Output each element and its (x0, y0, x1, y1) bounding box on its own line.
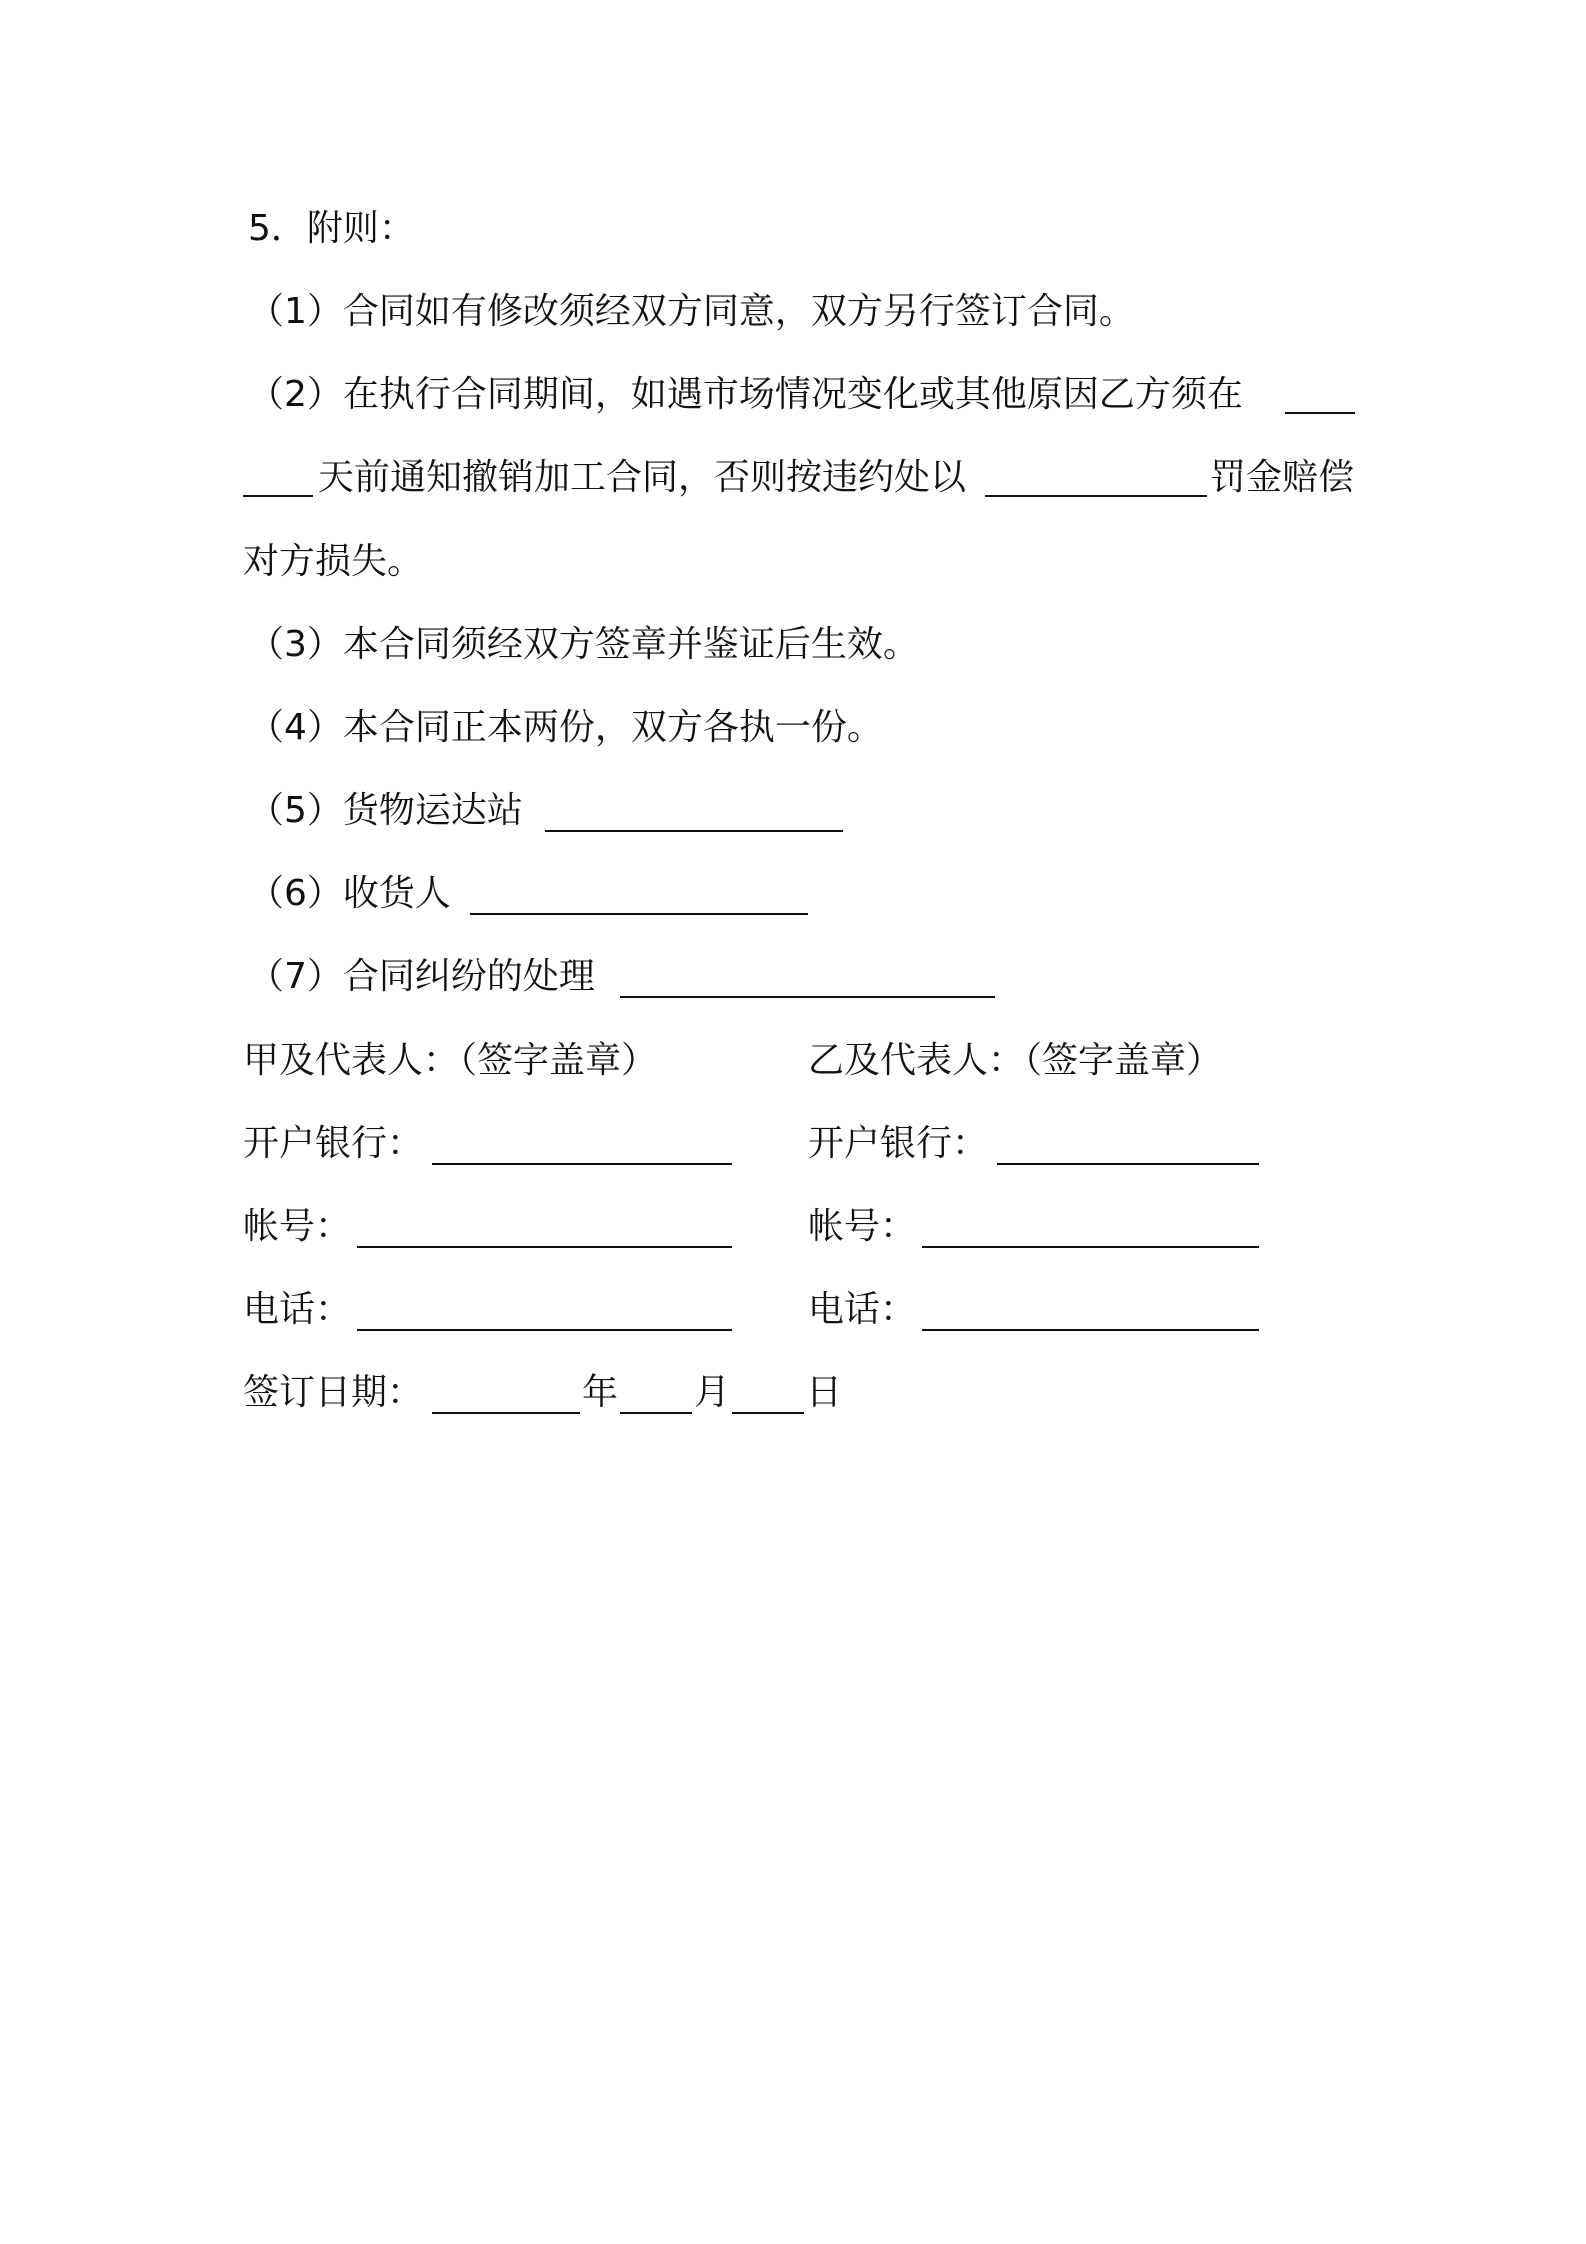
clause-2-penalty-blank (985, 495, 1207, 497)
party-a-phone-blank (357, 1329, 732, 1331)
party-b-phone-label: 电话： (808, 1289, 917, 1330)
destination-station-blank (545, 830, 843, 832)
clause-2-days-blank-b (243, 495, 313, 497)
party-a-bank-blank (432, 1163, 732, 1165)
party-b-bank-label: 开户银行： (808, 1123, 989, 1164)
signing-month-label: 月 (694, 1372, 731, 1413)
clause-1: （1）合同如有修改须经双方同意，双方另行签订合同。 (248, 291, 1135, 332)
dispute-handling-blank (620, 996, 995, 998)
party-b-account-label: 帐号： (808, 1206, 917, 1247)
signing-year-blank (432, 1412, 580, 1414)
party-b-representative: 乙及代表人：（签字盖章） (808, 1040, 1223, 1081)
party-b-bank-blank (997, 1163, 1259, 1165)
clause-2-line-2: 天前通知撤销加工合同，否则按违约处以 (318, 457, 967, 498)
clause-7-label: （7）合同纠纷的处理 (248, 956, 595, 997)
clause-2-line-3: 对方损失。 (243, 541, 424, 582)
consignee-blank (470, 913, 808, 915)
party-a-representative: 甲及代表人：（签字盖章） (243, 1040, 658, 1081)
clause-3: （3）本合同须经双方签章并鉴证后生效。 (248, 624, 919, 665)
party-a-account-label: 帐号： (243, 1206, 352, 1247)
clause-4: （4）本合同正本两份，双方各执一份。 (248, 707, 883, 748)
signing-day-label: 日 (806, 1372, 843, 1413)
party-b-account-blank (922, 1246, 1259, 1248)
signing-day-blank (732, 1412, 804, 1414)
party-a-bank-label: 开户银行： (243, 1123, 424, 1164)
signing-year-label: 年 (582, 1372, 619, 1413)
clause-2-line-1: （2）在执行合同期间，如遇市场情况变化或其他原因乙方须在 (248, 374, 1243, 415)
party-a-phone-label: 电话： (243, 1289, 352, 1330)
clause-2-line-2-end: 罚金赔偿 (1210, 457, 1355, 498)
clause-2-days-blank-a (1285, 412, 1355, 414)
party-a-account-blank (357, 1246, 732, 1248)
party-b-phone-blank (922, 1329, 1259, 1331)
signing-date-label: 签订日期： (243, 1372, 424, 1413)
signing-month-blank (620, 1412, 692, 1414)
clause-5-label: （5）货物运达站 (248, 790, 523, 831)
section-title: 5．附则： (248, 208, 415, 249)
clause-6-label: （6）收货人 (248, 873, 451, 914)
